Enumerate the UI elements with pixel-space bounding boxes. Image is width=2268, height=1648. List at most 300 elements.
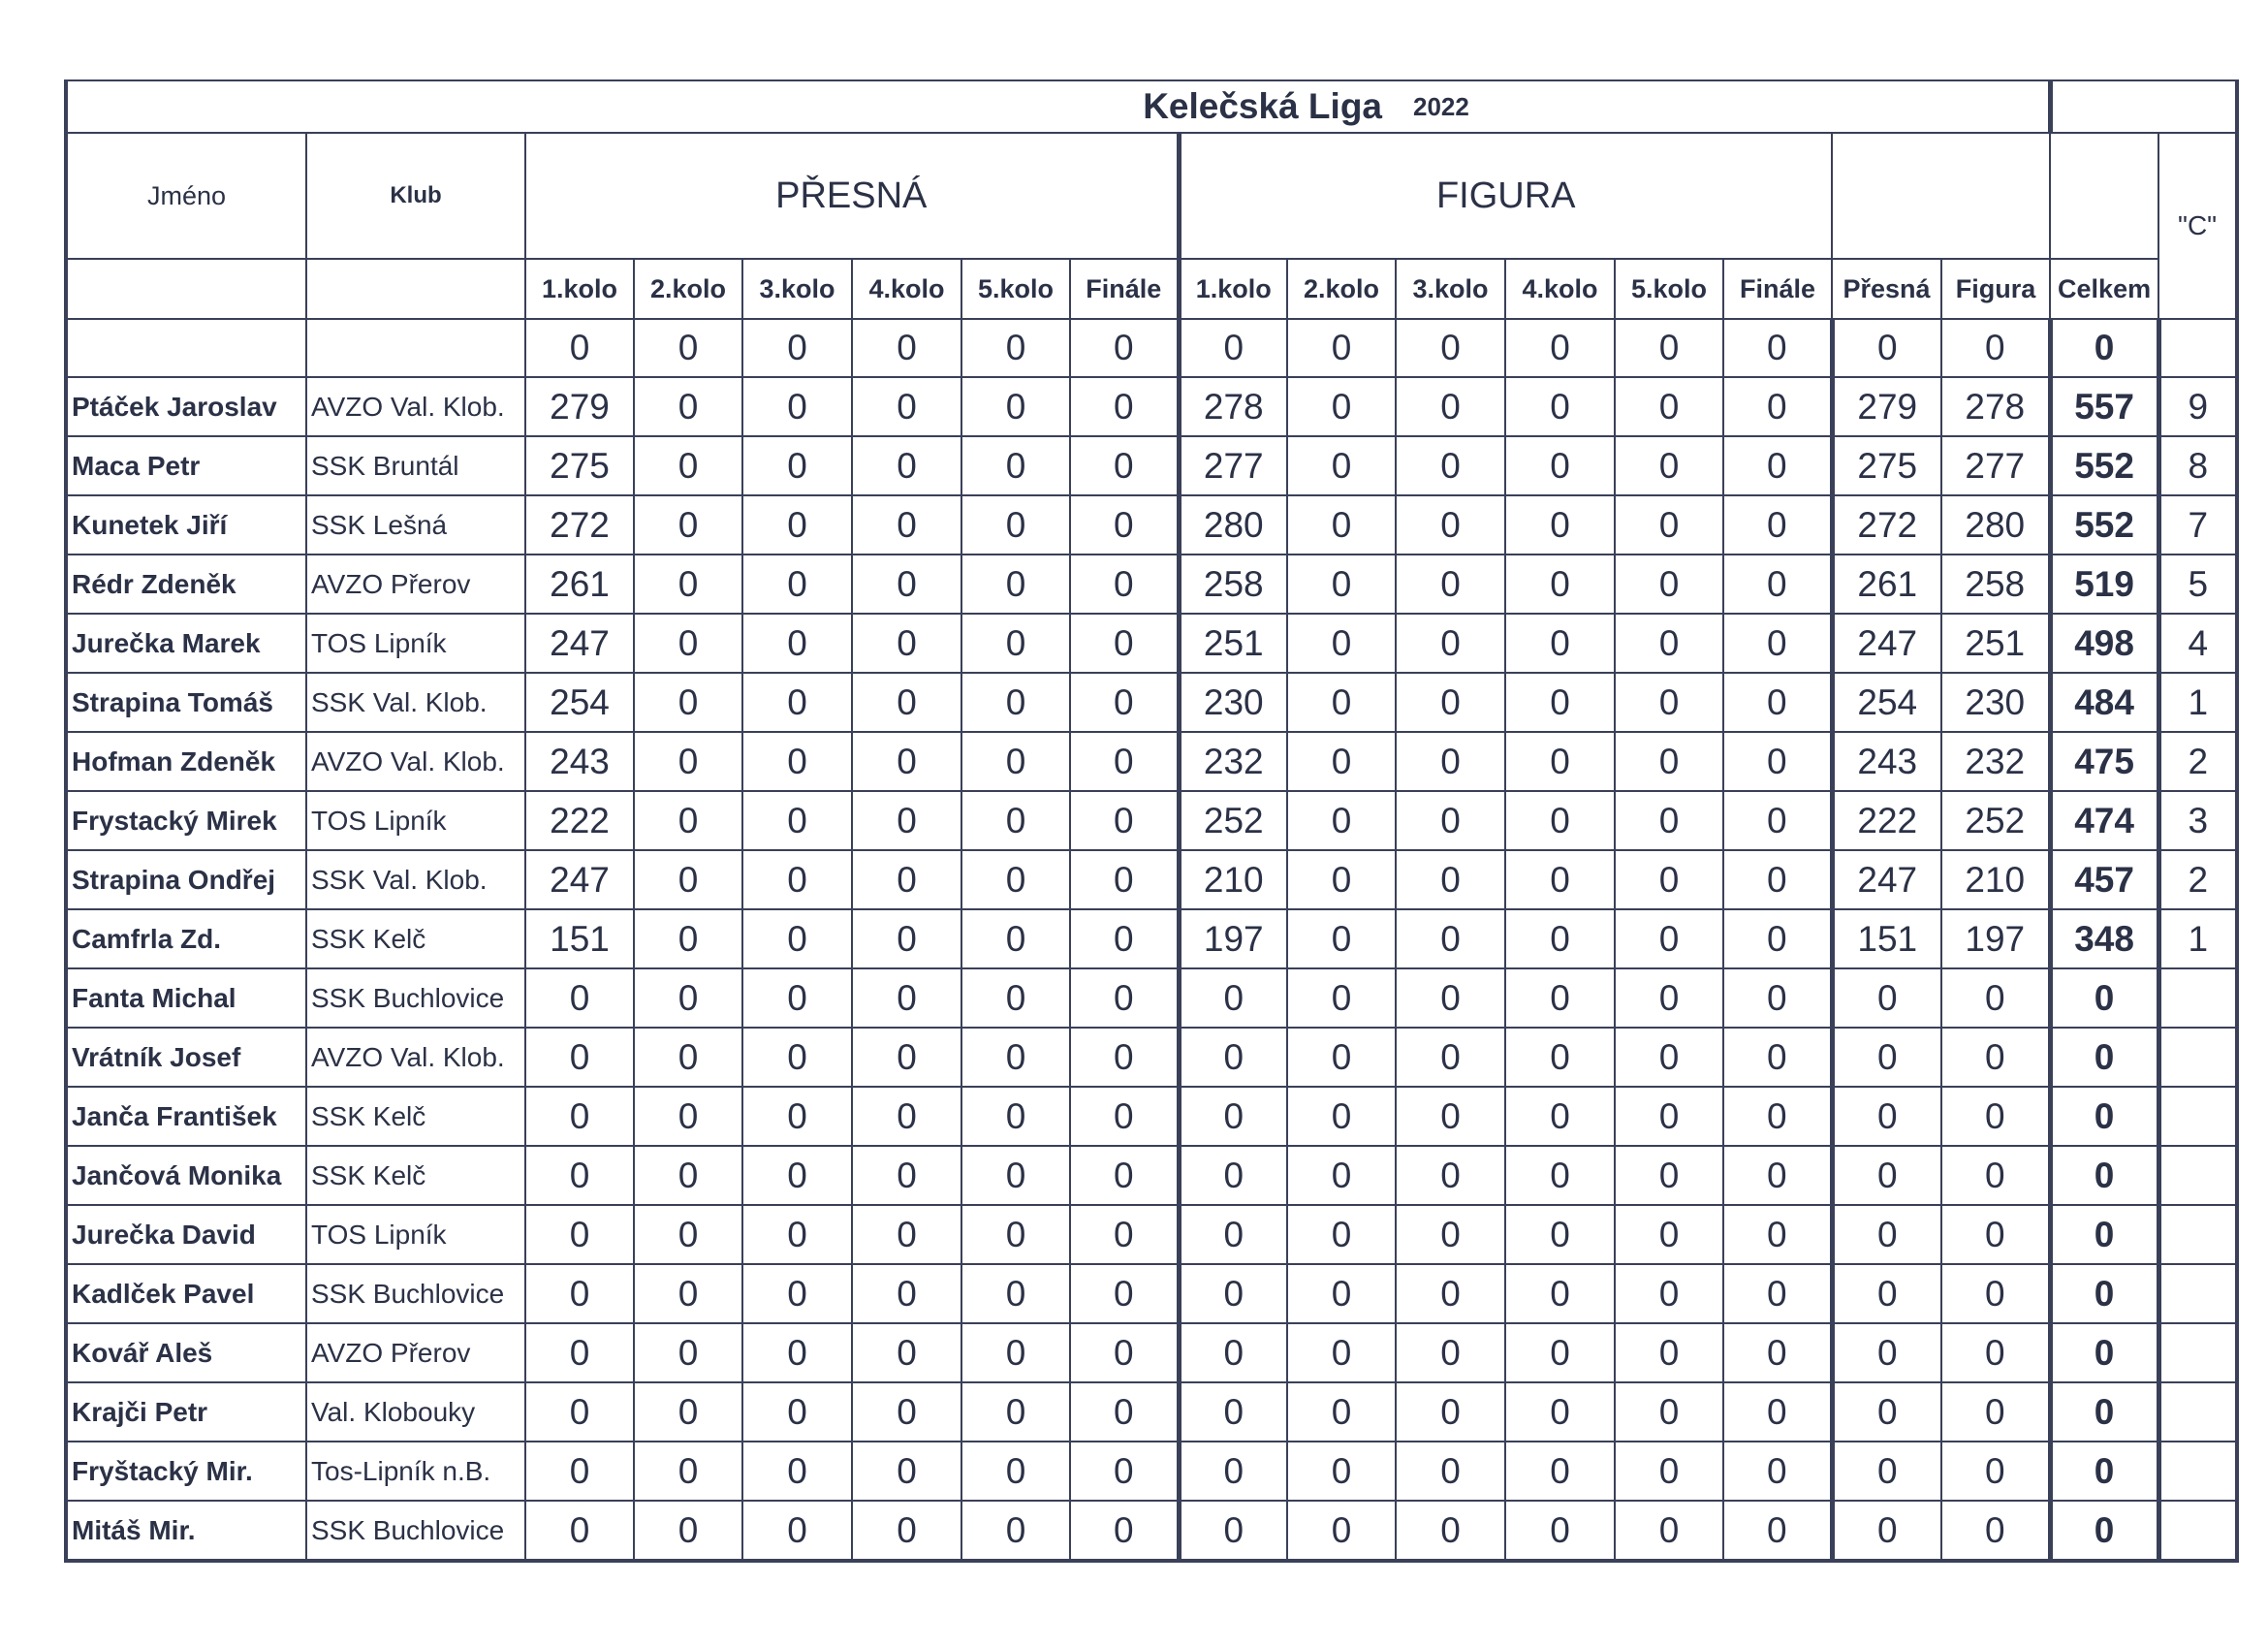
- sum-presna: 279: [1832, 377, 1941, 436]
- sum-presna: 151: [1832, 909, 1941, 968]
- table-row: [66, 1323, 2237, 1382]
- zero-presna-5: 0: [961, 319, 1070, 377]
- figura-score-5: 0: [1615, 436, 1723, 495]
- figura-score-6: 0: [1723, 850, 1832, 909]
- figura-score-6: 0: [1723, 968, 1832, 1028]
- total-score: 0: [2050, 1264, 2158, 1323]
- table-row: [66, 377, 2237, 436]
- presna-score-3: 0: [742, 614, 852, 673]
- figura-score-4: 0: [1505, 909, 1615, 968]
- competitor-name: Vrátník Josef: [66, 1028, 306, 1087]
- sum-presna: 247: [1832, 850, 1941, 909]
- presna-score-1: 247: [525, 850, 634, 909]
- competitor-name: Jurečka Marek: [66, 614, 306, 673]
- sum-figura: 251: [1941, 614, 2050, 673]
- c-score: [2158, 968, 2237, 1028]
- zero-presna-final: 0: [1070, 319, 1179, 377]
- figura-score-2: 0: [1287, 1323, 1396, 1382]
- figura-score-5: 0: [1615, 1146, 1723, 1205]
- presna-score-3: 0: [742, 1146, 852, 1205]
- competitor-name: Camfrla Zd.: [66, 909, 306, 968]
- presna-score-6: 0: [1070, 1205, 1179, 1264]
- figura-score-3: 0: [1396, 1028, 1505, 1087]
- sum-presna: 0: [1832, 1442, 1941, 1501]
- figura-score-5: 0: [1615, 909, 1723, 968]
- c-score: [2158, 1382, 2237, 1442]
- figura-score-3: 0: [1396, 614, 1505, 673]
- figura-score-5: 0: [1615, 673, 1723, 732]
- total-score: 552: [2050, 495, 2158, 555]
- sum-presna: 0: [1832, 1087, 1941, 1146]
- figura-score-2: 0: [1287, 1028, 1396, 1087]
- zero-figura-3: 0: [1396, 319, 1505, 377]
- figura-score-4: 0: [1505, 1442, 1615, 1501]
- sum-presna: 254: [1832, 673, 1941, 732]
- presna-score-3: 0: [742, 850, 852, 909]
- figura-score-1: 0: [1179, 968, 1287, 1028]
- presna-score-5: 0: [961, 850, 1070, 909]
- competitor-club: SSK Val. Klob.: [306, 850, 525, 909]
- figura-score-6: 0: [1723, 377, 1832, 436]
- figura-score-4: 0: [1505, 1501, 1615, 1561]
- presna-score-6: 0: [1070, 791, 1179, 850]
- zero-figura-5: 0: [1615, 319, 1723, 377]
- total-score: 0: [2050, 1028, 2158, 1087]
- figura-score-3: 0: [1396, 968, 1505, 1028]
- sum-figura: 0: [1941, 1323, 2050, 1382]
- figura-score-5: 0: [1615, 555, 1723, 614]
- competitor-name: Kovář Aleš: [66, 1323, 306, 1382]
- figura-score-5: 0: [1615, 1323, 1723, 1382]
- competitor-club: TOS Lipník: [306, 791, 525, 850]
- competitor-name: Jurečka David: [66, 1205, 306, 1264]
- sum-figura: 0: [1941, 1028, 2050, 1087]
- presna-score-2: 0: [634, 377, 742, 436]
- figura-score-4: 0: [1505, 436, 1615, 495]
- presna-score-4: 0: [852, 1146, 961, 1205]
- presna-score-1: 272: [525, 495, 634, 555]
- header-sum-presna: Přesná: [1832, 259, 1941, 319]
- presna-score-5: 0: [961, 1146, 1070, 1205]
- presna-score-1: 0: [525, 1264, 634, 1323]
- presna-score-1: 0: [525, 968, 634, 1028]
- figura-score-4: 0: [1505, 1146, 1615, 1205]
- presna-score-5: 0: [961, 1382, 1070, 1442]
- sheet-title: Kelečská Liga: [66, 80, 1396, 133]
- zero-figura-final: 0: [1723, 319, 1832, 377]
- zero-row-name-blank: [66, 319, 306, 377]
- title-corner-box: [2050, 80, 2237, 133]
- presna-score-2: 0: [634, 1442, 742, 1501]
- figura-score-6: 0: [1723, 1442, 1832, 1501]
- competitor-name: Ptáček Jaroslav: [66, 377, 306, 436]
- total-score: 557: [2050, 377, 2158, 436]
- presna-score-5: 0: [961, 791, 1070, 850]
- figura-score-2: 0: [1287, 1442, 1396, 1501]
- figura-score-5: 0: [1615, 495, 1723, 555]
- presna-score-6: 0: [1070, 614, 1179, 673]
- competitor-name: Jančová Monika: [66, 1146, 306, 1205]
- presna-score-1: 222: [525, 791, 634, 850]
- sheet-year: 2022: [1396, 80, 2050, 133]
- figura-score-6: 0: [1723, 555, 1832, 614]
- table-row: [66, 909, 2237, 968]
- presna-score-1: 0: [525, 1205, 634, 1264]
- figura-score-1: 258: [1179, 555, 1287, 614]
- presna-score-2: 0: [634, 614, 742, 673]
- presna-score-6: 0: [1070, 495, 1179, 555]
- sum-figura: 277: [1941, 436, 2050, 495]
- presna-score-1: 275: [525, 436, 634, 495]
- header-sum-figura: Figura: [1941, 259, 2050, 319]
- figura-score-4: 0: [1505, 732, 1615, 791]
- c-score: 1: [2158, 909, 2237, 968]
- figura-score-6: 0: [1723, 436, 1832, 495]
- header-name-blank: [66, 259, 306, 319]
- figura-score-6: 0: [1723, 614, 1832, 673]
- competitor-club: SSK Kelč: [306, 1146, 525, 1205]
- figura-score-5: 0: [1615, 614, 1723, 673]
- figura-score-4: 0: [1505, 1028, 1615, 1087]
- presna-score-1: 0: [525, 1501, 634, 1561]
- competitor-club: SSK Bruntál: [306, 436, 525, 495]
- table-row: [66, 968, 2237, 1028]
- table-row: [66, 1382, 2237, 1442]
- figura-score-1: 0: [1179, 1382, 1287, 1442]
- figura-score-3: 0: [1396, 732, 1505, 791]
- presna-score-3: 0: [742, 1323, 852, 1382]
- presna-score-4: 0: [852, 732, 961, 791]
- figura-score-1: 0: [1179, 1501, 1287, 1561]
- presna-score-6: 0: [1070, 673, 1179, 732]
- figura-score-3: 0: [1396, 1087, 1505, 1146]
- figura-score-5: 0: [1615, 1087, 1723, 1146]
- presna-score-1: 151: [525, 909, 634, 968]
- header-figura-round-3: 3.kolo: [1396, 259, 1505, 319]
- figura-score-2: 0: [1287, 850, 1396, 909]
- figura-score-5: 0: [1615, 1264, 1723, 1323]
- header-name: Jméno: [66, 133, 306, 259]
- presna-score-5: 0: [961, 436, 1070, 495]
- presna-score-6: 0: [1070, 1382, 1179, 1442]
- presna-score-6: 0: [1070, 1146, 1179, 1205]
- figura-score-6: 0: [1723, 495, 1832, 555]
- sum-figura: 0: [1941, 1087, 2050, 1146]
- zero-presna-3: 0: [742, 319, 852, 377]
- header-row-sections: [66, 133, 2237, 259]
- presna-score-3: 0: [742, 377, 852, 436]
- presna-score-3: 0: [742, 791, 852, 850]
- figura-score-5: 0: [1615, 968, 1723, 1028]
- zero-sum-figura: 0: [1941, 319, 2050, 377]
- table-row: [66, 1501, 2237, 1561]
- presna-score-4: 0: [852, 495, 961, 555]
- figura-score-3: 0: [1396, 1442, 1505, 1501]
- presna-score-4: 0: [852, 1028, 961, 1087]
- presna-score-2: 0: [634, 1264, 742, 1323]
- presna-score-1: 279: [525, 377, 634, 436]
- presna-score-6: 0: [1070, 1501, 1179, 1561]
- presna-score-4: 0: [852, 555, 961, 614]
- presna-score-2: 0: [634, 495, 742, 555]
- total-score: 0: [2050, 1382, 2158, 1442]
- figura-score-1: 0: [1179, 1323, 1287, 1382]
- sum-presna: 0: [1832, 1146, 1941, 1205]
- presna-score-3: 0: [742, 1501, 852, 1561]
- table-row: [66, 1146, 2237, 1205]
- presna-score-5: 0: [961, 1087, 1070, 1146]
- table-row: [66, 1442, 2237, 1501]
- figura-score-1: 0: [1179, 1146, 1287, 1205]
- competitor-name: Fryštacký Mir.: [66, 1442, 306, 1501]
- figura-score-2: 0: [1287, 1205, 1396, 1264]
- header-presna: PŘESNÁ: [525, 133, 1179, 259]
- presna-score-6: 0: [1070, 555, 1179, 614]
- figura-score-3: 0: [1396, 850, 1505, 909]
- zero-row-club-blank: [306, 319, 525, 377]
- header-presna-round-5: 5.kolo: [961, 259, 1070, 319]
- presna-score-5: 0: [961, 377, 1070, 436]
- presna-score-4: 0: [852, 1264, 961, 1323]
- c-score: [2158, 1501, 2237, 1561]
- competitor-name: Mitáš Mir.: [66, 1501, 306, 1561]
- zero-figura-2: 0: [1287, 319, 1396, 377]
- presna-score-5: 0: [961, 732, 1070, 791]
- sum-presna: 247: [1832, 614, 1941, 673]
- figura-score-4: 0: [1505, 555, 1615, 614]
- figura-score-4: 0: [1505, 614, 1615, 673]
- presna-score-2: 0: [634, 673, 742, 732]
- results-table: [64, 79, 2239, 1563]
- total-score: 0: [2050, 1501, 2158, 1561]
- figura-score-6: 0: [1723, 1323, 1832, 1382]
- presna-score-1: 0: [525, 1323, 634, 1382]
- figura-score-4: 0: [1505, 495, 1615, 555]
- sum-figura: 0: [1941, 1205, 2050, 1264]
- figura-score-2: 0: [1287, 1264, 1396, 1323]
- header-presna-round-4: 4.kolo: [852, 259, 961, 319]
- figura-score-3: 0: [1396, 909, 1505, 968]
- total-score: 0: [2050, 1205, 2158, 1264]
- sum-figura: 0: [1941, 1501, 2050, 1561]
- figura-score-1: 0: [1179, 1264, 1287, 1323]
- figura-score-2: 0: [1287, 377, 1396, 436]
- presna-score-2: 0: [634, 732, 742, 791]
- competitor-name: Frystacký Mirek: [66, 791, 306, 850]
- zero-figura-1: 0: [1179, 319, 1287, 377]
- presna-score-1: 0: [525, 1087, 634, 1146]
- table-row: [66, 673, 2237, 732]
- competitor-name: Fanta Michal: [66, 968, 306, 1028]
- table-row: [66, 1264, 2237, 1323]
- competitor-club: SSK Kelč: [306, 1087, 525, 1146]
- presna-score-5: 0: [961, 909, 1070, 968]
- table-row: [66, 1087, 2237, 1146]
- sum-figura: 230: [1941, 673, 2050, 732]
- figura-score-1: 210: [1179, 850, 1287, 909]
- competitor-name: Hofman Zdeněk: [66, 732, 306, 791]
- zero-presna-4: 0: [852, 319, 961, 377]
- competitor-club: SSK Kelč: [306, 909, 525, 968]
- figura-score-3: 0: [1396, 791, 1505, 850]
- presna-score-4: 0: [852, 968, 961, 1028]
- sum-figura: 258: [1941, 555, 2050, 614]
- presna-score-2: 0: [634, 1028, 742, 1087]
- presna-score-5: 0: [961, 1501, 1070, 1561]
- presna-score-1: 254: [525, 673, 634, 732]
- c-score: 8: [2158, 436, 2237, 495]
- figura-score-2: 0: [1287, 909, 1396, 968]
- presna-score-3: 0: [742, 1028, 852, 1087]
- competitor-club: TOS Lipník: [306, 614, 525, 673]
- competitor-club: TOS Lipník: [306, 1205, 525, 1264]
- presna-score-4: 0: [852, 614, 961, 673]
- presna-score-2: 0: [634, 1205, 742, 1264]
- figura-score-2: 0: [1287, 791, 1396, 850]
- figura-score-4: 0: [1505, 1323, 1615, 1382]
- presna-score-2: 0: [634, 1087, 742, 1146]
- competitor-club: Val. Klobouky: [306, 1382, 525, 1442]
- presna-score-3: 0: [742, 968, 852, 1028]
- zero-presna-2: 0: [634, 319, 742, 377]
- figura-score-2: 0: [1287, 1501, 1396, 1561]
- table-row: [66, 495, 2237, 555]
- competitor-name: Strapina Ondřej: [66, 850, 306, 909]
- figura-score-3: 0: [1396, 1501, 1505, 1561]
- zero-figura-4: 0: [1505, 319, 1615, 377]
- figura-score-6: 0: [1723, 732, 1832, 791]
- header-club-blank: [306, 259, 525, 319]
- presna-score-4: 0: [852, 673, 961, 732]
- c-score: 9: [2158, 377, 2237, 436]
- sum-presna: 0: [1832, 1382, 1941, 1442]
- header-figura-round-5: 5.kolo: [1615, 259, 1723, 319]
- total-score: 0: [2050, 1146, 2158, 1205]
- sum-presna: 275: [1832, 436, 1941, 495]
- figura-score-5: 0: [1615, 791, 1723, 850]
- presna-score-6: 0: [1070, 1028, 1179, 1087]
- presna-score-6: 0: [1070, 1323, 1179, 1382]
- header-figura-final: Finále: [1723, 259, 1832, 319]
- sum-figura: 0: [1941, 1442, 2050, 1501]
- total-score: 0: [2050, 1442, 2158, 1501]
- competitor-name: Krajči Petr: [66, 1382, 306, 1442]
- presna-score-6: 0: [1070, 377, 1179, 436]
- total-score: 519: [2050, 555, 2158, 614]
- table-row: [66, 614, 2237, 673]
- figura-score-3: 0: [1396, 377, 1505, 436]
- sum-presna: 272: [1832, 495, 1941, 555]
- presna-score-3: 0: [742, 909, 852, 968]
- figura-score-6: 0: [1723, 1146, 1832, 1205]
- c-score: [2158, 1205, 2237, 1264]
- presna-score-6: 0: [1070, 1264, 1179, 1323]
- header-sum-blank: [1832, 133, 2050, 259]
- presna-score-1: 261: [525, 555, 634, 614]
- c-score: [2158, 1442, 2237, 1501]
- figura-score-2: 0: [1287, 673, 1396, 732]
- presna-score-6: 0: [1070, 909, 1179, 968]
- figura-score-4: 0: [1505, 1264, 1615, 1323]
- sum-presna: 261: [1832, 555, 1941, 614]
- table-row: [66, 436, 2237, 495]
- presna-score-3: 0: [742, 1205, 852, 1264]
- figura-score-2: 0: [1287, 1382, 1396, 1442]
- competitor-name: Janča František: [66, 1087, 306, 1146]
- presna-score-2: 0: [634, 1323, 742, 1382]
- header-figura-round-2: 2.kolo: [1287, 259, 1396, 319]
- presna-score-4: 0: [852, 1087, 961, 1146]
- c-score: 2: [2158, 850, 2237, 909]
- table-row: [66, 1028, 2237, 1087]
- figura-score-4: 0: [1505, 791, 1615, 850]
- presna-score-3: 0: [742, 495, 852, 555]
- figura-score-2: 0: [1287, 1087, 1396, 1146]
- presna-score-4: 0: [852, 377, 961, 436]
- sum-figura: 0: [1941, 1382, 2050, 1442]
- figura-score-1: 0: [1179, 1028, 1287, 1087]
- sum-presna: 0: [1832, 1028, 1941, 1087]
- table-row: [66, 555, 2237, 614]
- presna-score-1: 243: [525, 732, 634, 791]
- competitor-name: Maca Petr: [66, 436, 306, 495]
- sum-figura: 280: [1941, 495, 2050, 555]
- c-score: [2158, 1087, 2237, 1146]
- competitor-club: SSK Val. Klob.: [306, 673, 525, 732]
- sum-figura: 232: [1941, 732, 2050, 791]
- competitor-club: AVZO Přerov: [306, 555, 525, 614]
- presna-score-4: 0: [852, 1205, 961, 1264]
- presna-score-6: 0: [1070, 850, 1179, 909]
- figura-score-1: 278: [1179, 377, 1287, 436]
- figura-score-3: 0: [1396, 1382, 1505, 1442]
- total-score: 484: [2050, 673, 2158, 732]
- total-score: 474: [2050, 791, 2158, 850]
- figura-score-5: 0: [1615, 1205, 1723, 1264]
- c-score: 2: [2158, 732, 2237, 791]
- figura-score-5: 0: [1615, 850, 1723, 909]
- presna-score-4: 0: [852, 791, 961, 850]
- table-row: [66, 732, 2237, 791]
- figura-score-1: 0: [1179, 1087, 1287, 1146]
- figura-score-3: 0: [1396, 555, 1505, 614]
- presna-score-1: 0: [525, 1442, 634, 1501]
- c-score: 5: [2158, 555, 2237, 614]
- competitor-club: SSK Buchlovice: [306, 1264, 525, 1323]
- figura-score-6: 0: [1723, 1264, 1832, 1323]
- figura-score-1: 251: [1179, 614, 1287, 673]
- presna-score-6: 0: [1070, 1442, 1179, 1501]
- figura-score-4: 0: [1505, 968, 1615, 1028]
- presna-score-4: 0: [852, 1442, 961, 1501]
- presna-score-5: 0: [961, 1442, 1070, 1501]
- total-score: 475: [2050, 732, 2158, 791]
- presna-score-6: 0: [1070, 436, 1179, 495]
- sum-presna: 0: [1832, 1501, 1941, 1561]
- figura-score-6: 0: [1723, 673, 1832, 732]
- total-score: 552: [2050, 436, 2158, 495]
- header-presna-round-1: 1.kolo: [525, 259, 634, 319]
- figura-score-1: 280: [1179, 495, 1287, 555]
- competitor-club: AVZO Val. Klob.: [306, 732, 525, 791]
- figura-score-6: 0: [1723, 909, 1832, 968]
- competitor-name: Kunetek Jiří: [66, 495, 306, 555]
- figura-score-6: 0: [1723, 1087, 1832, 1146]
- figura-score-5: 0: [1615, 1501, 1723, 1561]
- sum-figura: 210: [1941, 850, 2050, 909]
- presna-score-5: 0: [961, 1264, 1070, 1323]
- total-score: 0: [2050, 1323, 2158, 1382]
